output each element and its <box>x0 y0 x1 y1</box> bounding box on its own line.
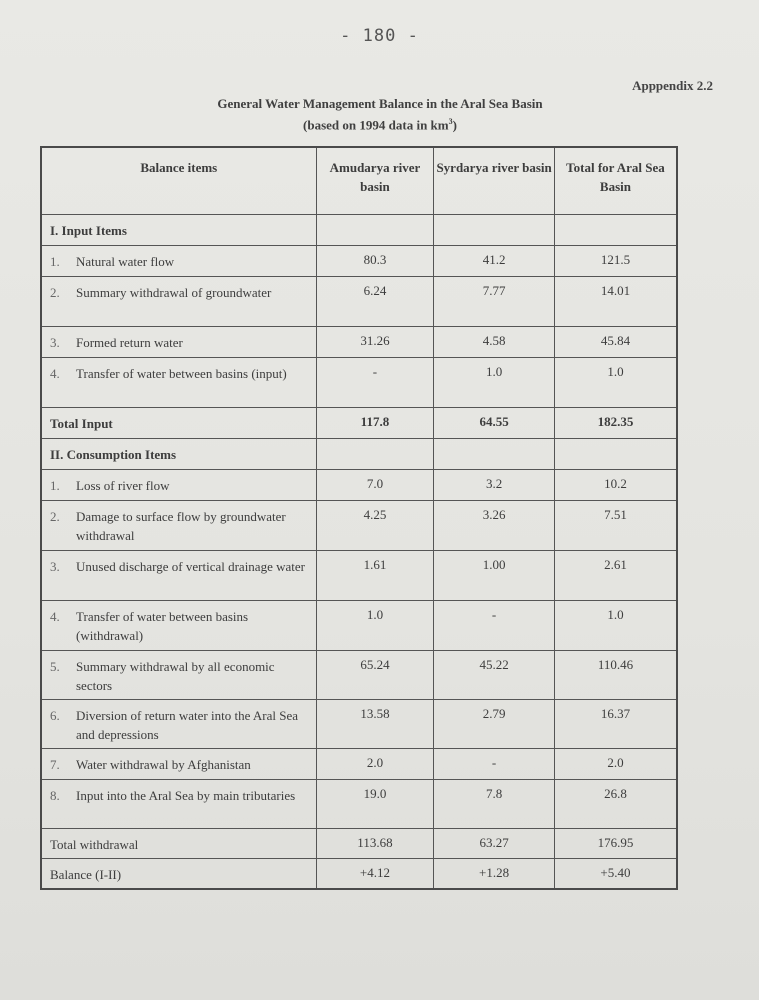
input-item-1-label <box>41 246 316 277</box>
input-item-4-syrdarya: 1.0 <box>434 358 555 408</box>
row-label-text: Diversion of return water into the Aral Sea and depressions <box>76 708 299 742</box>
balance-total: +5.40 <box>554 859 677 889</box>
input-item-1-total: 121.5 <box>554 246 677 277</box>
row-label-wrap <box>50 657 312 695</box>
row-label-text: Transfer of water between basins (input) <box>76 366 287 381</box>
row-number: 1. <box>50 254 60 269</box>
input-item-2-syrdarya: 7.77 <box>434 277 555 327</box>
consumption-item-3-row <box>41 551 677 601</box>
row-number: 4. <box>50 366 60 381</box>
input-item-1-amudarya: 80.3 <box>316 246 434 277</box>
row-number: 6. <box>50 708 60 723</box>
row-label-text: Input into the Aral Sea by main tributaries <box>76 788 296 803</box>
row-label-wrap <box>50 476 312 495</box>
row-label-text: Transfer of water between basins (withdrawal) <box>76 609 249 643</box>
row-label-wrap <box>50 252 312 271</box>
total-input-label: Total Input <box>41 408 316 439</box>
row-number: 7. <box>50 757 60 772</box>
title-line-2-prefix: (based on 1994 data in km <box>303 117 449 133</box>
row-number: 4. <box>50 609 60 624</box>
consumption-item-6-amudarya: 13.58 <box>316 700 434 749</box>
input-item-4-row <box>41 358 677 408</box>
total-input-syrdarya: 64.55 <box>434 408 555 439</box>
header-amudarya: Amudarya river basin <box>316 147 434 215</box>
row-number: 5. <box>50 659 60 674</box>
consumption-item-5-label <box>41 651 316 700</box>
consumption-item-6-label <box>41 700 316 749</box>
row-number: 1. <box>50 478 60 493</box>
balance-row <box>41 859 677 889</box>
consumption-item-2-total: 7.51 <box>554 501 677 551</box>
input-item-3-syrdarya: 4.58 <box>434 327 555 358</box>
row-number: 2. <box>50 285 60 300</box>
row-label-text: Unused discharge of vertical drainage water <box>76 559 305 574</box>
input-item-3-total: 45.84 <box>554 327 677 358</box>
input-item-3-label <box>41 327 316 358</box>
section-row-consumption <box>41 439 677 470</box>
consumption-item-3-label <box>41 551 316 601</box>
row-label-wrap <box>50 557 312 576</box>
header-total: Total for Aral Sea Basin <box>554 147 677 215</box>
total-input-amudarya: 117.8 <box>316 408 434 439</box>
consumption-item-7-total: 2.0 <box>554 749 677 780</box>
total-withdrawal-syrdarya: 63.27 <box>434 829 555 859</box>
consumption-item-1-total: 10.2 <box>554 470 677 501</box>
row-number: 3. <box>50 335 60 350</box>
title-line-2-suffix: ) <box>452 117 457 133</box>
consumption-item-3-syrdarya: 1.00 <box>434 551 555 601</box>
consumption-item-4-amudarya: 1.0 <box>316 601 434 651</box>
input-item-3-amudarya: 31.26 <box>316 327 434 358</box>
consumption-item-2-amudarya: 4.25 <box>316 501 434 551</box>
row-label-wrap <box>50 706 312 744</box>
table-body <box>41 215 677 889</box>
row-label-text: Summary withdrawal of groundwater <box>76 285 272 300</box>
consumption-item-7-row <box>41 749 677 780</box>
consumption-item-6-syrdarya: 2.79 <box>434 700 555 749</box>
section-label-input: I. Input Items <box>41 215 316 246</box>
header-syrdarya: Syrdarya river basin <box>434 147 555 215</box>
section-empty-cell <box>554 439 677 470</box>
section-empty-cell <box>434 439 555 470</box>
header-row <box>41 147 677 215</box>
title-line-1: General Water Management Balance in the Aral Sea Basin <box>217 96 543 111</box>
row-label-wrap <box>50 786 312 805</box>
balance-amudarya: +4.12 <box>316 859 434 889</box>
input-item-3-row <box>41 327 677 358</box>
total-input-total: 182.35 <box>554 408 677 439</box>
table-title <box>120 95 640 134</box>
title-line-2 <box>120 113 640 134</box>
total-input-row <box>41 408 677 439</box>
consumption-item-5-amudarya: 65.24 <box>316 651 434 700</box>
title-unit-superscript: 3 <box>448 117 453 126</box>
consumption-item-1-syrdarya: 3.2 <box>434 470 555 501</box>
consumption-item-4-total: 1.0 <box>554 601 677 651</box>
consumption-item-8-label <box>41 780 316 829</box>
row-label-text: Loss of river flow <box>76 478 170 493</box>
input-item-1-syrdarya: 41.2 <box>434 246 555 277</box>
row-label-text: Damage to surface flow by groundwater withdrawal <box>76 509 286 543</box>
consumption-item-1-amudarya: 7.0 <box>316 470 434 501</box>
input-item-4-label <box>41 358 316 408</box>
section-empty-cell <box>316 439 434 470</box>
row-label-text: Natural water flow <box>76 254 175 269</box>
consumption-item-8-total: 26.8 <box>554 780 677 829</box>
consumption-item-7-label <box>41 749 316 780</box>
row-label-text: Summary withdrawal by all economic sectors <box>76 659 275 693</box>
row-label-wrap <box>50 755 312 774</box>
row-label-wrap <box>50 333 312 352</box>
consumption-item-8-amudarya: 19.0 <box>316 780 434 829</box>
appendix-label: Apppendix 2.2 <box>632 78 713 93</box>
section-row-input <box>41 215 677 246</box>
consumption-item-2-label <box>41 501 316 551</box>
consumption-item-3-total: 2.61 <box>554 551 677 601</box>
consumption-item-2-syrdarya: 3.26 <box>434 501 555 551</box>
row-number: 8. <box>50 788 60 803</box>
consumption-item-5-row <box>41 651 677 700</box>
input-item-1-row <box>41 246 677 277</box>
row-label-wrap <box>50 607 312 645</box>
page-number: - 180 - <box>340 26 419 46</box>
header-balance-items: Balance items <box>41 147 316 215</box>
input-item-2-row <box>41 277 677 327</box>
input-item-2-amudarya: 6.24 <box>316 277 434 327</box>
row-label-wrap <box>50 364 312 383</box>
consumption-item-4-row <box>41 601 677 651</box>
consumption-item-1-row <box>41 470 677 501</box>
consumption-item-8-syrdarya: 7.8 <box>434 780 555 829</box>
row-label-text: Formed return water <box>76 335 183 350</box>
consumption-item-6-total: 16.37 <box>554 700 677 749</box>
input-item-2-label <box>41 277 316 327</box>
input-item-4-total: 1.0 <box>554 358 677 408</box>
row-number: 2. <box>50 509 60 524</box>
consumption-item-1-label <box>41 470 316 501</box>
consumption-item-2-row <box>41 501 677 551</box>
total-withdrawal-amudarya: 113.68 <box>316 829 434 859</box>
consumption-item-6-row <box>41 700 677 749</box>
consumption-item-4-syrdarya: - <box>434 601 555 651</box>
row-label-wrap <box>50 507 312 545</box>
consumption-item-4-label <box>41 601 316 651</box>
consumption-item-5-total: 110.46 <box>554 651 677 700</box>
consumption-item-8-row <box>41 780 677 829</box>
consumption-item-7-amudarya: 2.0 <box>316 749 434 780</box>
water-balance-table <box>40 146 678 890</box>
input-item-2-total: 14.01 <box>554 277 677 327</box>
row-number: 3. <box>50 559 60 574</box>
total-withdrawal-label: Total withdrawal <box>41 829 316 859</box>
row-label-text: Water withdrawal by Afghanistan <box>76 757 251 772</box>
row-label-wrap <box>50 283 312 302</box>
consumption-item-7-syrdarya: - <box>434 749 555 780</box>
balance-syrdarya: +1.28 <box>434 859 555 889</box>
input-item-4-amudarya: - <box>316 358 434 408</box>
balance-label: Balance (I-II) <box>41 859 316 889</box>
section-label-consumption: II. Consumption Items <box>41 439 316 470</box>
total-withdrawal-total: 176.95 <box>554 829 677 859</box>
consumption-item-5-syrdarya: 45.22 <box>434 651 555 700</box>
consumption-item-3-amudarya: 1.61 <box>316 551 434 601</box>
total-withdrawal-row <box>41 829 677 859</box>
